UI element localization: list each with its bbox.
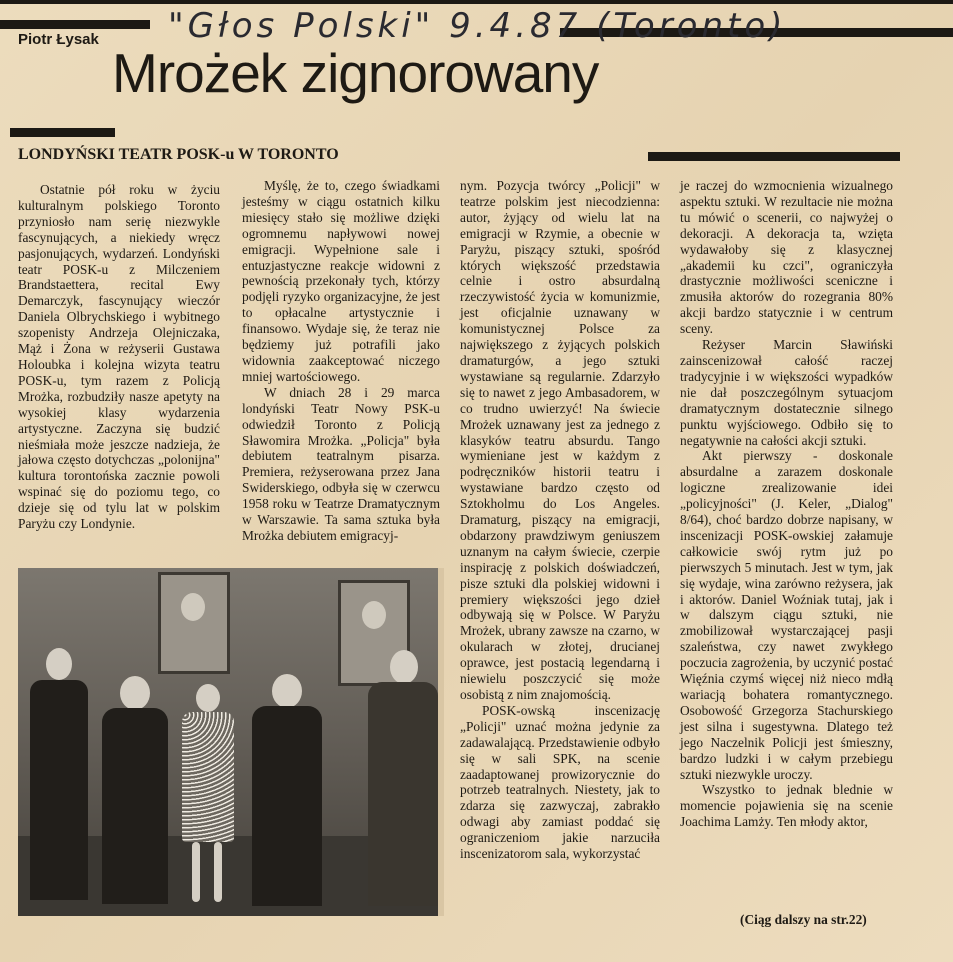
handwritten-annotation: "Głos Polski" 9.4.87 (Toronto) xyxy=(168,6,787,46)
article-paragraph: POSK-owską inscenizację „Policji" uznać można jedynie za zadawalającą. Przedstawienie odbyło się w sali SPK, na scenie zaadaptowanej prowizorycznie do potrzeb teatralnych. Niestety, jak to zdarza się zazwyczaj, zabrakło odwagi aby zamiast poddać się ograniczeniom jakie narzuciła inscenizatorom sala, wykorzystać xyxy=(460,702,660,862)
headline: Mrożek zignorowany xyxy=(112,42,599,104)
top-rule xyxy=(0,0,953,4)
portrait-left xyxy=(158,572,230,674)
article-column-4 xyxy=(680,178,893,830)
article-paragraph: Ostatnie pół roku w życiu kulturalnym polskiego Toronto przyniosło nam serię niezwykle fascynujących, a niekiedy wręcz pasjonujących, wydarzeń. Londyński teatr POSK-u z Milczeniem Brandstaettera, recital Ewy Demarczyk, fascynujący wieczór Daniela Olbrychskiego i wybitnego szopenisty Andrzeja Olejniczaka, Mąż i Żona w reżyserii Gustawa Holoubka i kolejna wizyta teatru POSK-u, tym razem z Policją Mrożka, rozbudziły nasze apetyty na wysokiej klasy wydarzenia artystyczne. Zaczyna się budzić nieśmiała może jeszcze nadzieja, że jałowa często dotychczas „polonijna" kultura torontońska zacznie powoli wspinać się do poziomu tego, co dzieje się od tylu lat w polskim Paryżu czy Londynie. xyxy=(18,182,220,532)
author-byline: Piotr Łysak xyxy=(18,31,99,48)
subheadline: LONDYŃSKI TEATR POSK-u W TORONTO xyxy=(18,146,339,163)
article-paragraph: nym. Pozycja twórcy „Policji" w teatrze polskim jest niecodzienna: autor, żyjący od wielu lat na emigracji w Rzymie, a obecnie w Paryżu, piszący sztuki, spośród których większość przedstawia celnie i ostro absurdalną rzeczywistość życia w komunizmie, jest oficjalnie uznawany w komunistycznej Polsce za największego z żyjących polskich dramaturgów, a jego sztuki wystawiane są regularnie. Zdarzyło się to nawet z jego Ambasadorem, w co trudno uwierzyć! Na świecie Mrożek uznawany jest za jednego z klasyków teatru absurdu. Tango wymieniane jest w każdym z podręczników historii teatru i wystawiane bardzo często od Sztokholmu do Los Angeles. Dramaturg, piszący na emigracji, obdarzony prawdziwym geniuszem uznanym na całym świecie, czerpie inspirację z polskich doświadczeń, pisze sztuki dla polskiej widowni i premiery większości jego dzieł odbywają się w Polsce. W Paryżu Mrożek, ubrany zawsze na czarno, w okularach w złotej, drucianej oprawce, jest postacią legendarną i niewielu poszczycić się może osobistą z nim znajomością. xyxy=(460,178,660,702)
article-paragraph: Reżyser Marcin Sławiński zainscenizował całość raczej tradycyjnie i w większości wypadków nie dał poszczególnym sytuacjom dramatycznym dostatecznie silnego punktu wyjściowego. Odbiło się to negatywnie na całości akcji sztuki. xyxy=(680,337,893,448)
article-paragraph: je raczej do wzmocnienia wizualnego aspektu sztuki. W rezultacie nie można tu mówić o scenerii, co najwyżej o dekoracji. A dekoracja ta, wzięta wydawałoby się z klasycznej „akademii ku czci", ograniczyła drastycznie możliwości sceniczne i zmusiła aktorów do rozegrania 80% akcji bardzo statycznie i w centrum sceny. xyxy=(680,178,893,337)
article-column-3 xyxy=(460,178,660,862)
headline-rule-right xyxy=(648,152,900,161)
stage-photo xyxy=(18,568,444,916)
article-paragraph: Wszystko to jednak blednie w momencie pojawienia się na scenie Joachima Lamży. Ten młody aktor, xyxy=(680,782,893,830)
headline-rule-left xyxy=(10,128,115,137)
article-paragraph: Myślę, że to, czego świadkami jesteśmy w ciągu ostatnich kilku miesięcy stało się możliwe dzięki ogromnemu napływowi nowej emigracji. Wypełnione sale i entuzjastyczne reakcje widowni z pewnością przekonały tych, którzy podjęli ryzyko organizacyjne, że jest to opłacalne artystycznie i finansowo. Wydaje się, że teraz nie będziemy już potrafili jako widownia zaakceptować niczego mniej wartościowego. xyxy=(242,178,440,384)
article-column-1 xyxy=(18,182,220,532)
article-paragraph: W dniach 28 i 29 marca londyński Teatr Nowy PSK-u odwiedził Toronto z Policją Sławomira Mrożka. „Policja" była debiutem teatralnym pisarza. Premiera, reżyserowana przez Jana Swiderskiego, odbyła się w czerwcu 1958 roku w Teatrze Dramatycznym w Warszawie. Ta sama sztuka była Mrożka debiutem emigracyj- xyxy=(242,384,440,543)
article-column-2 xyxy=(242,178,440,544)
continuation-note: (Ciąg dalszy na str.22) xyxy=(740,912,867,927)
article-paragraph: Akt pierwszy - doskonale absurdalne a zarazem doskonale logiczne zrealizowanie idei „policyjności" (J. Keler, „Dialog" 8/64), choć bardzo dobrze napisany, w inscenizacji POSK-owskiej załamuje całkowicie swój rytm już po pierwszych 5 minutach. Jest w tym, jak się wydaje, wina zarówno reżysera, jak i aktorów. Daniel Woźniak tutaj, jak i w dalszym ciągu sztuki, nie zmobilizował wystarczającej pasji szaleństwa, czy nawet zwykłego poczucia zagrożenia, by uczynić postać Więźnia czymś więcej niż nieco mdłą wariacją bohatera romantycznego. Osobowość Grzegorza Stachurskiego jest silna i sugestywna. Dlatego też jego Naczelnik Policji jest śmieszny, bardzo ludzki i w całym przebiegu sztuki niezwykle uroczy. xyxy=(680,448,893,782)
header-rule-left xyxy=(0,20,150,29)
